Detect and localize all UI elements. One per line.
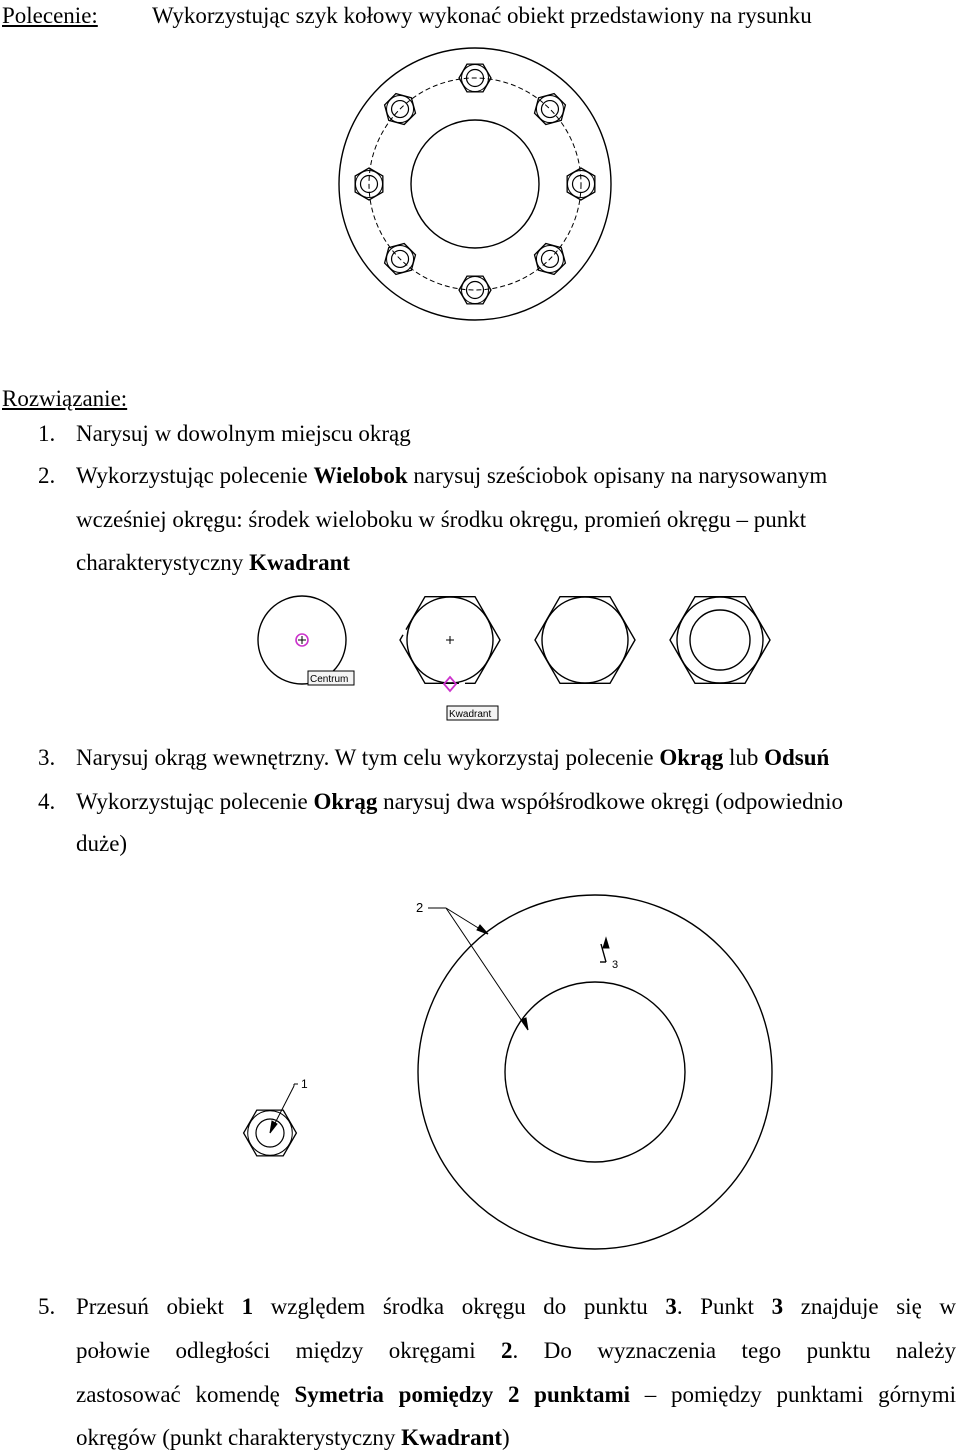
- step-5-number: 5.: [38, 1294, 56, 1319]
- leader-1-arrowhead: [270, 1121, 277, 1133]
- bolt-inner-circle: [392, 101, 409, 118]
- step-2-line-1: Wykorzystując polecenie Wielobok narysuj sześciobok opisany na narysowanym: [76, 463, 828, 488]
- bolt-outer-circle: [536, 96, 563, 123]
- completed-hexagon: [535, 597, 635, 684]
- step-2-number: 2.: [38, 463, 56, 488]
- leader-2-arrowhead-outer: [477, 925, 488, 934]
- step-2-line-3: charakterystyczny Kwadrant: [76, 550, 351, 575]
- hexagon-construction-drawing: [250, 590, 790, 730]
- step-1-number: 1.: [38, 421, 56, 446]
- marker-3-arrowhead: [603, 938, 609, 948]
- leader-2-to-inner: [446, 908, 528, 1030]
- bolt-inner-circle: [541, 101, 558, 118]
- flange-bore-circle: [411, 120, 539, 248]
- outer-concentric-circle: [418, 895, 772, 1249]
- marker-2-label: 2: [416, 900, 424, 915]
- bolt-outer-circle: [387, 96, 414, 123]
- snap-tooltip-text: Centrum: [310, 674, 349, 685]
- inner-concentric-circle: [505, 982, 685, 1162]
- bolt-hexagon: [459, 276, 491, 304]
- marker-3-label: 3: [612, 959, 619, 971]
- final-inner-circle: [690, 610, 750, 670]
- marker-1-label: 1: [301, 1077, 308, 1091]
- step-5-line-2: połowie odległości między okręgami 2. Do wyznaczenia tego punktu należy: [76, 1338, 956, 1363]
- step-1-text: Narysuj w dowolnym miejscu okrąg: [76, 421, 411, 446]
- bolt-hexagon: [535, 94, 566, 125]
- solution-heading: Rozwiązanie:: [2, 386, 128, 411]
- step-4-number: 4.: [38, 789, 56, 814]
- flange-outer-circle: [339, 48, 611, 320]
- flange-bolt-circle: [369, 78, 581, 290]
- step-5-line-4: okręgów (punkt charakterystyczny Kwadrant): [76, 1425, 510, 1450]
- bolt-hexagon: [385, 94, 416, 125]
- concentric-circles-drawing: [230, 880, 790, 1280]
- step-4-line-1: Wykorzystując polecenie Okrąg narysuj dwa współśrodkowe okręgi (odpowiednio: [76, 789, 844, 814]
- step-5-line-1: Przesuń obiekt 1 względem środka okręgu do punktu 3. Punkt 3 znajduje się w: [76, 1294, 957, 1319]
- task-text: Wykorzystując szyk kołowy wykonać obiekt przedstawiony na rysunku: [152, 3, 812, 28]
- step-2-line-2: wcześniej okręgu: środek wieloboku w środku okręgu, promień okręgu – punkt: [76, 507, 807, 532]
- step-3-number: 3.: [38, 745, 56, 770]
- bolt-hex-nut: [385, 94, 416, 125]
- completed-hexagon-circle: [542, 597, 628, 683]
- task-label: Polecenie:: [2, 3, 98, 28]
- step-4-line-2: duże): [76, 831, 128, 856]
- leader-2-arrowhead-inner: [521, 1018, 528, 1030]
- step-5-line-3: zastosować komendę Symetria pomiędzy 2 punktami – pomiędzy punktami górnymi: [76, 1382, 957, 1407]
- snap-tooltip-centrum: [308, 671, 354, 685]
- bolt-hex-nut: [535, 94, 566, 125]
- step-3-text: Narysuj okrąg wewnętrzny. W tym celu wykorzystaj polecenie Okrąg lub Odsuń: [76, 745, 830, 770]
- snap-tooltip-text: Kwadrant: [449, 709, 492, 720]
- flange-drawing: [330, 44, 620, 334]
- snap-tooltip-kwadrant: [447, 706, 498, 720]
- bolt-hex-nut: [459, 276, 491, 304]
